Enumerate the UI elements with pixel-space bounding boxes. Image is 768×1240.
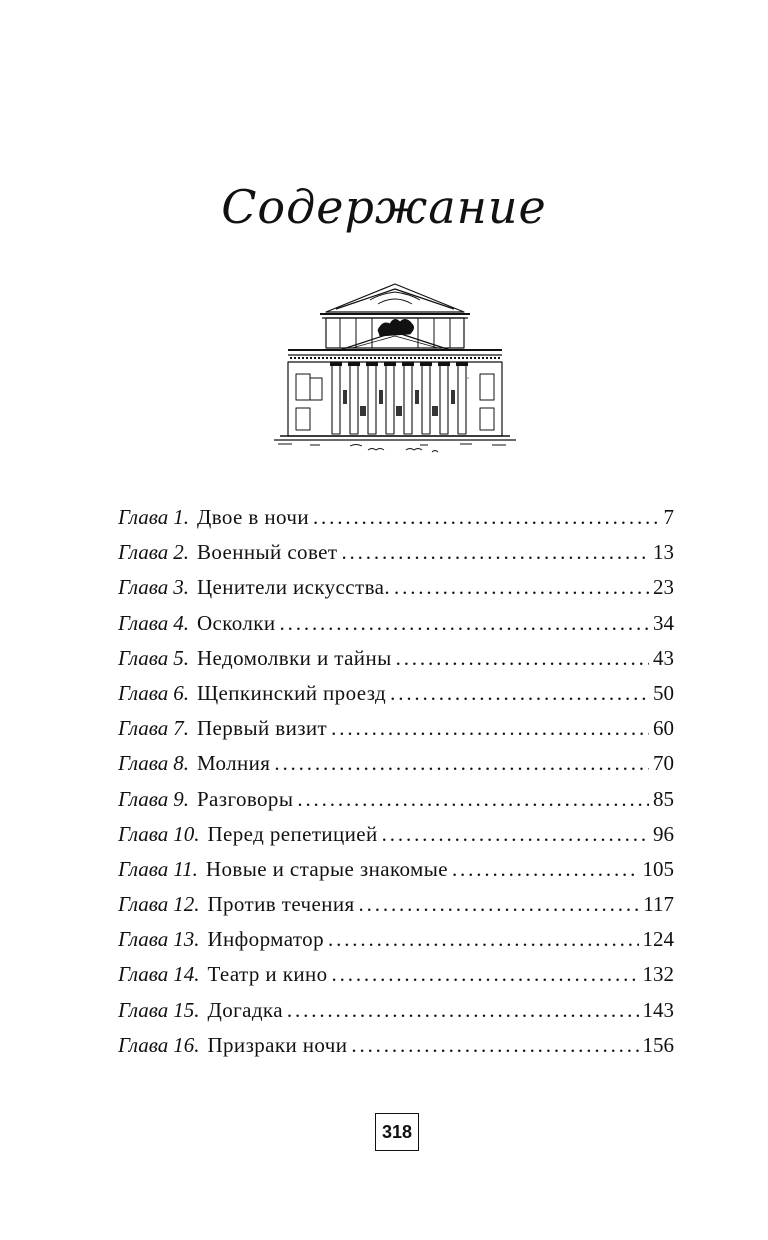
page-number-box: 318 (375, 1113, 419, 1151)
dot-leader (332, 962, 639, 987)
page-number: 50 (653, 680, 674, 705)
page-number: 156 (642, 1032, 674, 1057)
page-number: 7 (663, 505, 674, 529)
dot-leader (351, 1033, 638, 1058)
page-number: 13 (653, 540, 674, 565)
dot-leader (331, 716, 649, 741)
toc-entry[interactable] (118, 787, 674, 822)
dot-leader (297, 787, 649, 812)
chapter-title: Военный совет (196, 540, 338, 565)
chapter-label: Глава 3. (118, 575, 189, 600)
toc-entry[interactable] (118, 540, 674, 575)
page-number: 23 (653, 575, 674, 600)
dot-leader (382, 822, 649, 847)
chapter-title: Щепкинский проезд (196, 680, 387, 705)
chapter-title: Молния (196, 751, 271, 776)
page-number: 70 (653, 751, 674, 776)
page-number: 124 (642, 927, 674, 952)
chapter-title: Двое в ночи (196, 505, 309, 529)
chapter-label: Глава 11. (118, 856, 198, 881)
page-number: 60 (653, 716, 674, 741)
toc-entry[interactable] (118, 505, 674, 540)
page-title: Содержание (221, 180, 547, 234)
chapter-label: Глава 6. (118, 680, 189, 705)
chapter-title: Первый визит (196, 716, 328, 741)
chapter-label: Глава 9. (118, 786, 189, 811)
table-of-contents (118, 505, 674, 1068)
page-number: 85 (653, 786, 674, 811)
page-number: 43 (653, 645, 674, 670)
page-number: 132 (642, 962, 674, 987)
page-number: 105 (642, 856, 674, 881)
chapter-title: Против течения (207, 892, 355, 917)
page-number: 34 (653, 610, 674, 635)
toc-entry[interactable] (118, 822, 674, 857)
chapter-label: Глава 7. (118, 716, 189, 741)
dot-leader (280, 611, 649, 636)
toc-entry[interactable] (118, 927, 674, 962)
chapter-title: Догадка (207, 997, 283, 1022)
dot-leader (274, 751, 649, 776)
page-number: 117 (643, 892, 674, 917)
chapter-label: Глава 5. (118, 645, 189, 670)
chapter-title: Разговоры (196, 786, 294, 811)
dot-leader (359, 892, 640, 917)
toc-entry[interactable] (118, 611, 674, 646)
toc-entry[interactable] (118, 857, 674, 892)
dot-leader (341, 540, 649, 565)
chapter-label: Глава 2. (118, 540, 189, 565)
dot-leader (390, 681, 649, 706)
chapter-title: Ценители искусства. (196, 575, 390, 600)
toc-entry[interactable] (118, 575, 674, 610)
theatre-building-icon (270, 278, 520, 458)
chapter-label: Глава 12. (118, 892, 200, 917)
toc-entry[interactable] (118, 998, 674, 1033)
toc-entry[interactable] (118, 646, 674, 681)
toc-entry[interactable] (118, 1033, 674, 1068)
page-number: 96 (653, 821, 674, 846)
toc-entry[interactable] (118, 962, 674, 997)
chapter-label: Глава 10. (118, 821, 200, 846)
dot-leader (396, 646, 649, 671)
chapter-label: Глава 4. (118, 610, 189, 635)
chapter-label: Глава 8. (118, 751, 189, 776)
dot-leader (394, 575, 649, 600)
chapter-label: Глава 13. (118, 927, 200, 952)
dot-leader (328, 927, 639, 952)
dot-leader (452, 857, 639, 882)
page-number: 143 (642, 997, 674, 1022)
dot-leader (287, 998, 639, 1023)
chapter-title: Перед репетицией (207, 821, 378, 846)
chapter-title: Театр и кино (207, 962, 328, 987)
chapter-label: Глава 15. (118, 997, 200, 1022)
toc-entry[interactable] (118, 892, 674, 927)
chapter-title: Осколки (196, 610, 276, 635)
chapter-title: Недомолвки и тайны (196, 645, 392, 670)
toc-entry[interactable] (118, 751, 674, 786)
chapter-title: Призраки ночи (207, 1032, 348, 1057)
chapter-title: Новые и старые знакомые (205, 856, 448, 881)
chapter-title: Информатор (207, 927, 324, 952)
chapter-label: Глава 16. (118, 1032, 200, 1057)
chapter-label: Глава 1. (118, 505, 189, 529)
dot-leader (313, 505, 660, 530)
toc-entry[interactable] (118, 716, 674, 751)
chapter-label: Глава 14. (118, 962, 200, 987)
toc-entry[interactable] (118, 681, 674, 716)
